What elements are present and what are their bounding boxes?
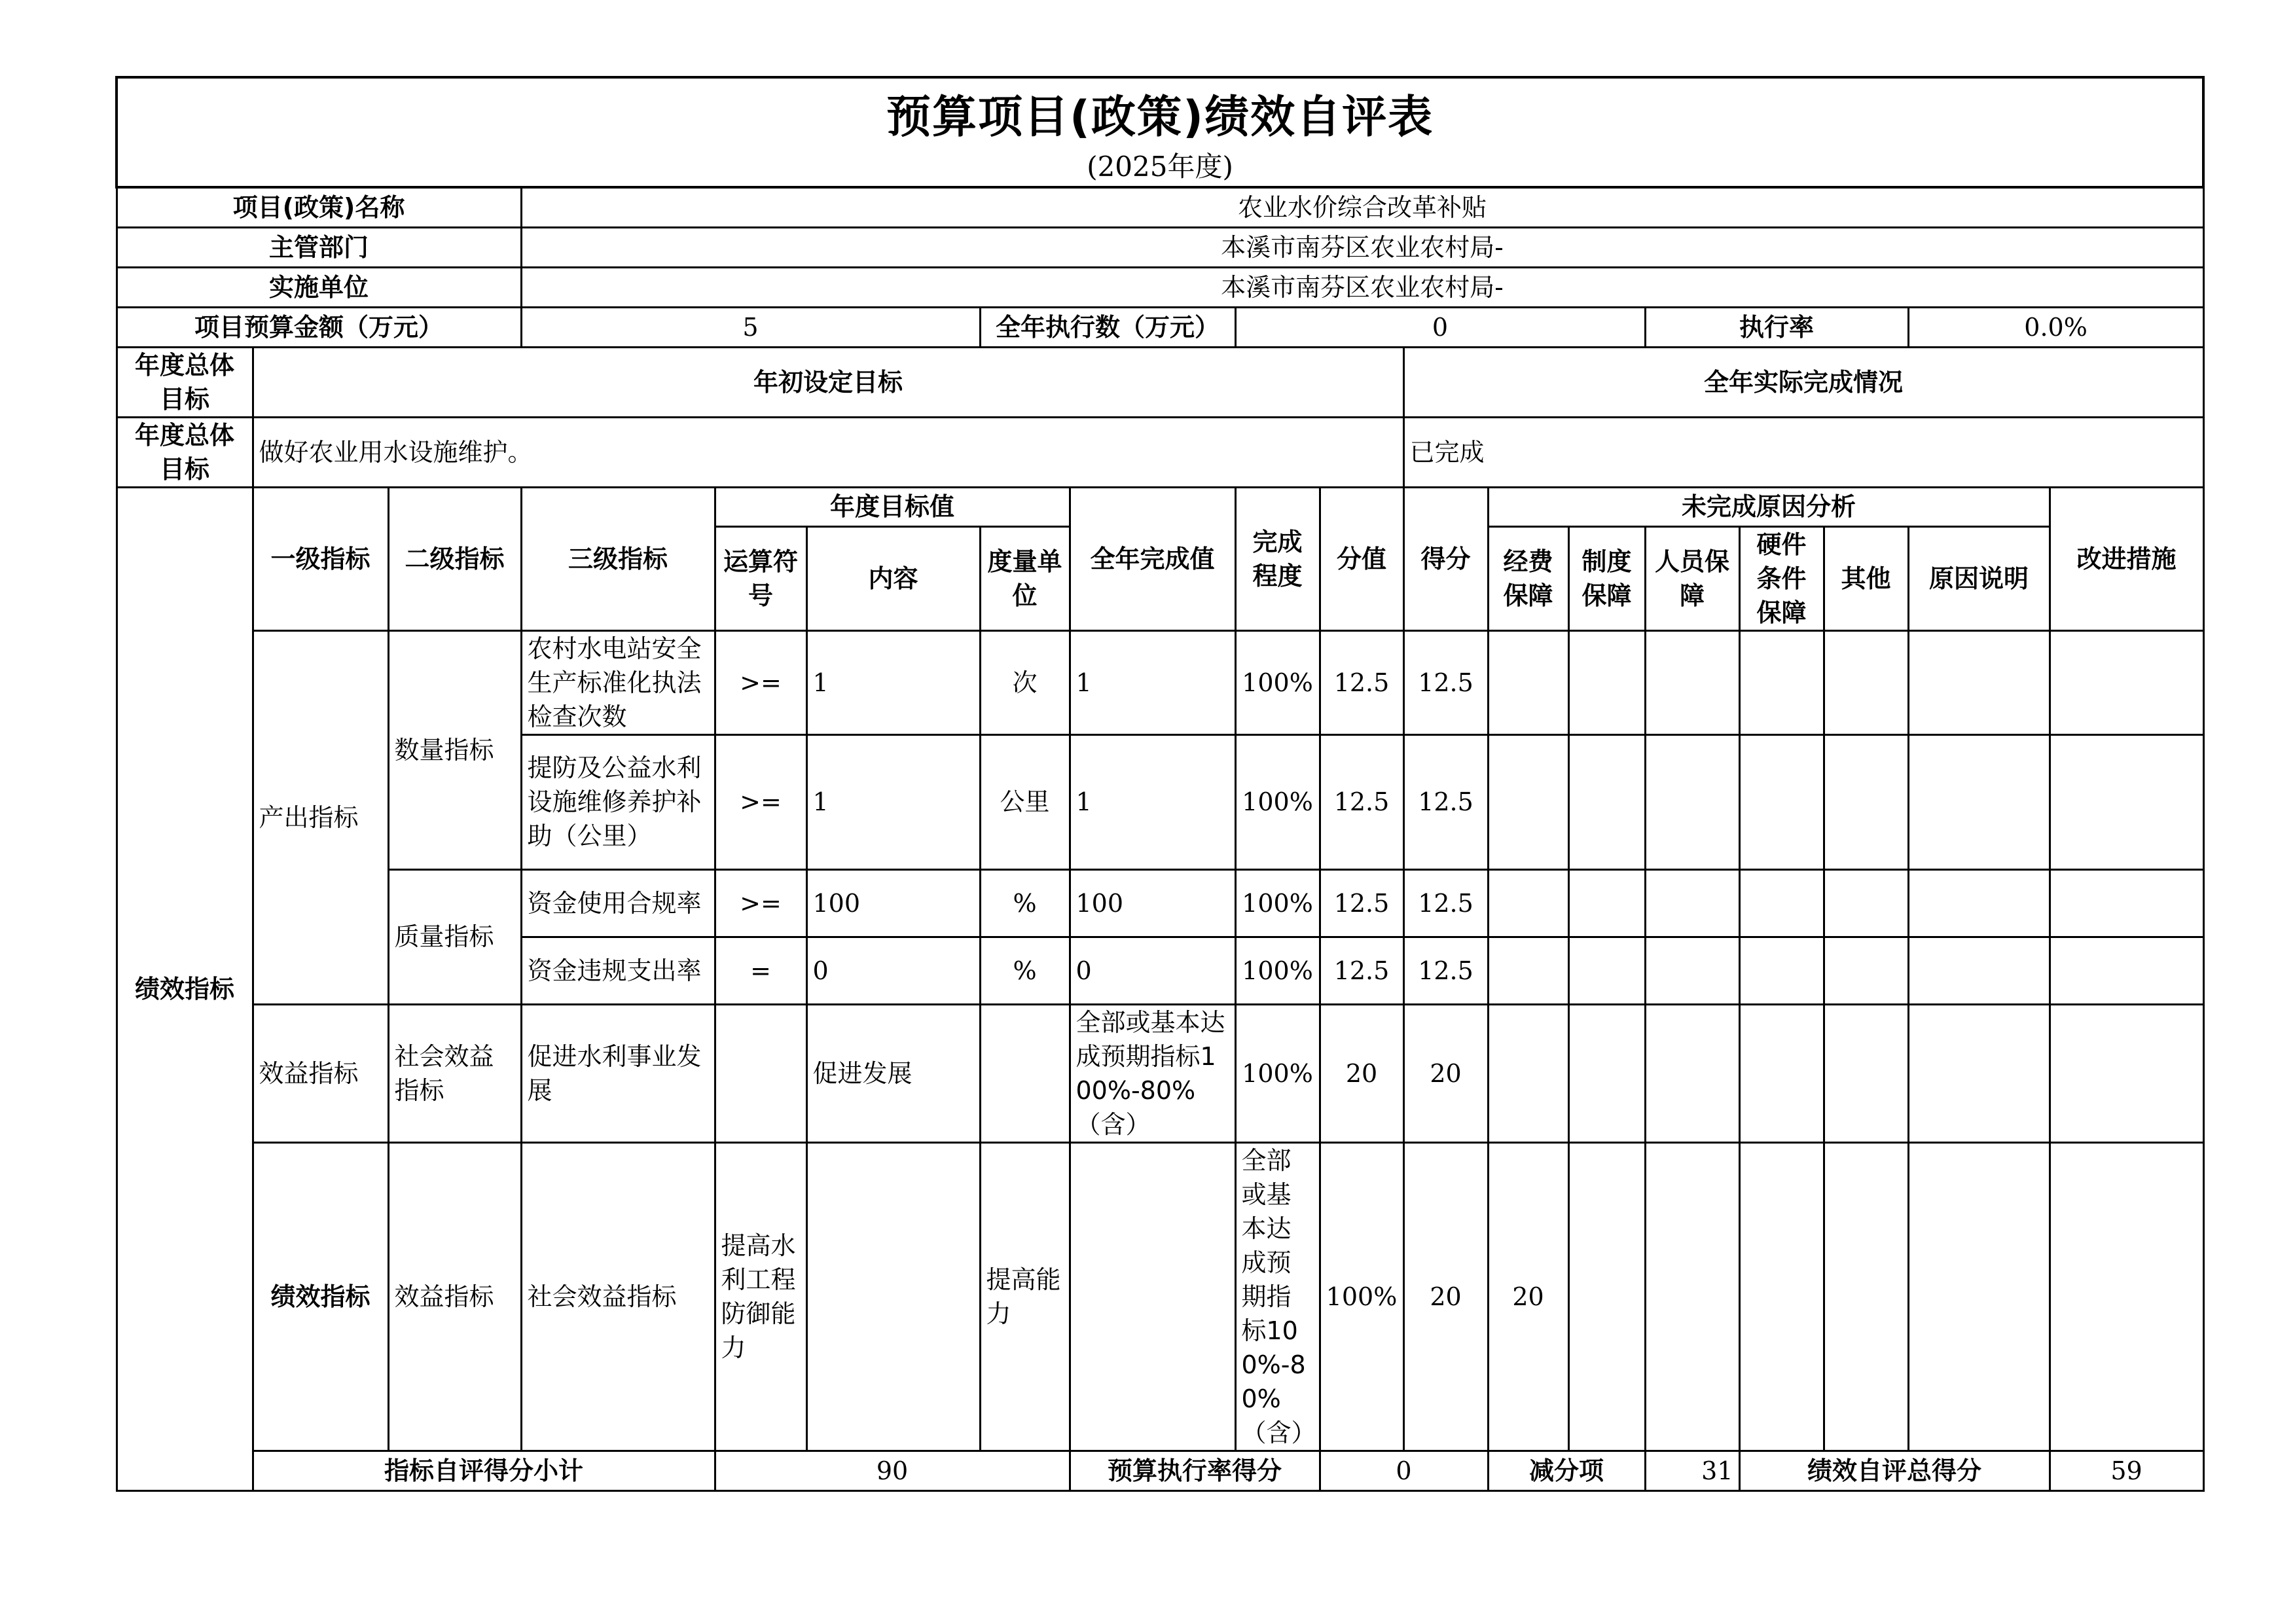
executed-value: 0: [1235, 307, 1645, 347]
target-group-header: 年度目标值: [715, 487, 1070, 526]
score-cell: 20: [1403, 1004, 1488, 1142]
degree-cell: 100%: [1235, 734, 1320, 869]
empty-cell: [1739, 1142, 1824, 1451]
executed-label: 全年执行数（万元）: [980, 307, 1235, 347]
points-cell: 20: [1403, 1142, 1488, 1451]
empty-cell: [1645, 869, 1739, 937]
benefit-indicator-label-2: 效益指标: [388, 1142, 521, 1451]
deduction-value: 31: [1645, 1451, 1739, 1490]
empty-cell: [1739, 630, 1824, 734]
score-cell: 20: [1488, 1142, 1568, 1451]
project-name-value: 农业水价综合改革补贴: [521, 187, 2203, 227]
degree-cell: 100%: [1235, 869, 1320, 937]
empty-cell: [2050, 937, 2203, 1004]
empty-cell: [1568, 937, 1645, 1004]
dept-value: 本溪市南芬区农业农村局-: [521, 227, 2203, 267]
empty-cell: [1488, 734, 1568, 869]
deduction-label: 减分项: [1488, 1451, 1645, 1490]
empty-cell: [1645, 1004, 1739, 1142]
unit-value: 本溪市南芬区农业农村局-: [521, 267, 2203, 307]
empty-cell: [1739, 937, 1824, 1004]
content-cell: 促进发展: [806, 1004, 980, 1142]
actual-cell: 1: [1070, 734, 1235, 869]
empty-cell: [2050, 630, 2203, 734]
empty-cell: [1908, 937, 2050, 1004]
output-indicator-label: 产出指标: [253, 630, 388, 1004]
total-score-value: 59: [2050, 1451, 2203, 1490]
unit-header: 度量单位: [980, 526, 1070, 630]
other-header: 其他: [1824, 526, 1908, 630]
operator-cell: [715, 1004, 806, 1142]
indicator-name: 资金使用合规率: [521, 869, 715, 937]
hardware-header: 硬件条件保障: [1739, 526, 1824, 630]
score-header: 得分: [1403, 487, 1488, 630]
level3-header: 三级指标: [521, 487, 715, 630]
operator-cell: >=: [715, 869, 806, 937]
actual-cell: 1: [1070, 630, 1235, 734]
degree-cell: 100%: [1235, 630, 1320, 734]
empty-cell: [2050, 734, 2203, 869]
indicator-name: 农村水电站安全生产标准化执法检查次数: [521, 630, 715, 734]
content-cell: 提高能力: [980, 1142, 1070, 1451]
unit-cell: %: [980, 937, 1070, 1004]
empty-cell: [1568, 869, 1645, 937]
empty-cell: [1824, 869, 1908, 937]
empty-cell: [1824, 1142, 1908, 1451]
content-cell: 1: [806, 630, 980, 734]
empty-cell: [1908, 869, 2050, 937]
total-score-label: 绩效自评总得分: [1739, 1451, 2050, 1490]
year-subtitle: (2025年度): [1087, 151, 1233, 183]
operator-cell: >=: [715, 734, 806, 869]
reason-group-header: 未完成原因分析: [1488, 487, 2050, 526]
score-cell: 12.5: [1403, 734, 1488, 869]
empty-cell: [1488, 937, 1568, 1004]
empty-cell: [2050, 1142, 2203, 1451]
points-cell: 12.5: [1320, 937, 1403, 1004]
initial-goal-header: 年初设定目标: [253, 347, 1403, 417]
points-cell: 20: [1320, 1004, 1403, 1142]
empty-cell: [2050, 869, 2203, 937]
empty-cell: [2050, 1004, 2203, 1142]
score-cell: 12.5: [1403, 937, 1488, 1004]
indicators-section-label-2: 绩效指标: [253, 1142, 388, 1451]
empty-cell: [1824, 937, 1908, 1004]
empty-cell: [1824, 734, 1908, 869]
self-evaluation-table: [115, 76, 2205, 1492]
title-cell: [117, 77, 2203, 187]
dept-label: 主管部门: [117, 227, 521, 267]
empty-cell: [1568, 630, 1645, 734]
empty-cell: [1568, 734, 1645, 869]
unit-cell: 次: [980, 630, 1070, 734]
empty-cell: [1739, 1004, 1824, 1142]
subtotal-value: 90: [715, 1451, 1070, 1490]
indicator-name: 资金违规支出率: [521, 937, 715, 1004]
actual-cell: 100: [1070, 869, 1235, 937]
unit-cell: [1070, 1142, 1235, 1451]
empty-cell: [1908, 1004, 2050, 1142]
empty-cell: [1645, 937, 1739, 1004]
points-cell: 12.5: [1320, 869, 1403, 937]
empty-cell: [1568, 1142, 1645, 1451]
empty-cell: [1824, 1004, 1908, 1142]
empty-cell: [1645, 734, 1739, 869]
unit-cell: %: [980, 869, 1070, 937]
actual-result-text: 已完成: [1403, 417, 2203, 487]
level2-header: 二级指标: [388, 487, 521, 630]
actual-result-header: 全年实际完成情况: [1403, 347, 2203, 417]
degree-cell: 100%: [1320, 1142, 1403, 1451]
unit-cell: [980, 1004, 1070, 1142]
social-indicator-label: 社会效益指标: [388, 1004, 521, 1142]
initial-goal-text: 做好农业用水设施维护。: [253, 417, 1403, 487]
subtotal-label: 指标自评得分小计: [253, 1451, 715, 1490]
empty-cell: [1908, 1142, 2050, 1451]
points-cell: 12.5: [1320, 630, 1403, 734]
content-cell: 1: [806, 734, 980, 869]
rate-label: 执行率: [1645, 307, 1908, 347]
funding-header: 经费保障: [1488, 526, 1568, 630]
content-cell: 0: [806, 937, 980, 1004]
budget-value: 5: [521, 307, 980, 347]
level1-header: 一级指标: [253, 487, 388, 630]
project-name-label: 项目(政策)名称: [117, 187, 521, 227]
empty-cell: [1739, 734, 1824, 869]
actual-cell: 0: [1070, 937, 1235, 1004]
unit-cell: 公里: [980, 734, 1070, 869]
benefit-indicator-label: 效益指标: [253, 1004, 388, 1142]
degree-cell: 100%: [1235, 937, 1320, 1004]
operator-header: 运算符号: [715, 526, 806, 630]
content-header: 内容: [806, 526, 980, 630]
budget-label: 项目预算金额（万元）: [117, 307, 521, 347]
degree-cell: 100%: [1235, 1004, 1320, 1142]
empty-cell: [1824, 630, 1908, 734]
page-title: 预算项目(政策)绩效自评表: [886, 92, 1434, 143]
quantity-indicator-label: 数量指标: [388, 630, 521, 869]
empty-cell: [1568, 1004, 1645, 1142]
actual-cell: 全部或基本达成预期指标100%-80%（含）: [1235, 1142, 1320, 1451]
empty-cell: [1645, 630, 1739, 734]
quality-indicator-label: 质量指标: [388, 869, 521, 1004]
score-cell: 12.5: [1403, 869, 1488, 937]
system-header: 制度保障: [1568, 526, 1645, 630]
empty-cell: [1908, 630, 2050, 734]
rate-value: 0.0%: [1908, 307, 2203, 347]
points-cell: 12.5: [1320, 734, 1403, 869]
empty-cell: [1488, 1004, 1568, 1142]
indicator-name: 提高水利工程防御能力: [715, 1142, 806, 1451]
exec-score-label: 预算执行率得分: [1070, 1451, 1320, 1490]
operator-cell: >=: [715, 630, 806, 734]
indicator-name: 提防及公益水利设施维修养护补助（公里）: [521, 734, 715, 869]
content-cell: 100: [806, 869, 980, 937]
operator-cell: =: [715, 937, 806, 1004]
empty-cell: [1488, 630, 1568, 734]
social-indicator-label-2: 社会效益指标: [521, 1142, 715, 1451]
degree-header: 完成程度: [1235, 487, 1320, 630]
empty-cell: [1739, 869, 1824, 937]
indicator-name: 促进水利事业发展: [521, 1004, 715, 1142]
indicators-section-label: 绩效指标: [117, 487, 253, 1490]
goal-header-label: 年度总体目标: [117, 347, 253, 417]
improvement-header: 改进措施: [2050, 487, 2203, 630]
explanation-header: 原因说明: [1908, 526, 2050, 630]
goal-row-label: 年度总体目标: [117, 417, 253, 487]
exec-score-value: 0: [1320, 1451, 1488, 1490]
points-header: 分值: [1320, 487, 1403, 630]
unit-label: 实施单位: [117, 267, 521, 307]
empty-cell: [1645, 1142, 1739, 1451]
actual-value-header: 全年完成值: [1070, 487, 1235, 630]
empty-cell: [1908, 734, 2050, 869]
operator-cell: [806, 1142, 980, 1451]
empty-cell: [1488, 869, 1568, 937]
staff-header: 人员保障: [1645, 526, 1739, 630]
score-cell: 12.5: [1403, 630, 1488, 734]
actual-cell: 全部或基本达成预期指标100%-80%（含）: [1070, 1004, 1235, 1142]
